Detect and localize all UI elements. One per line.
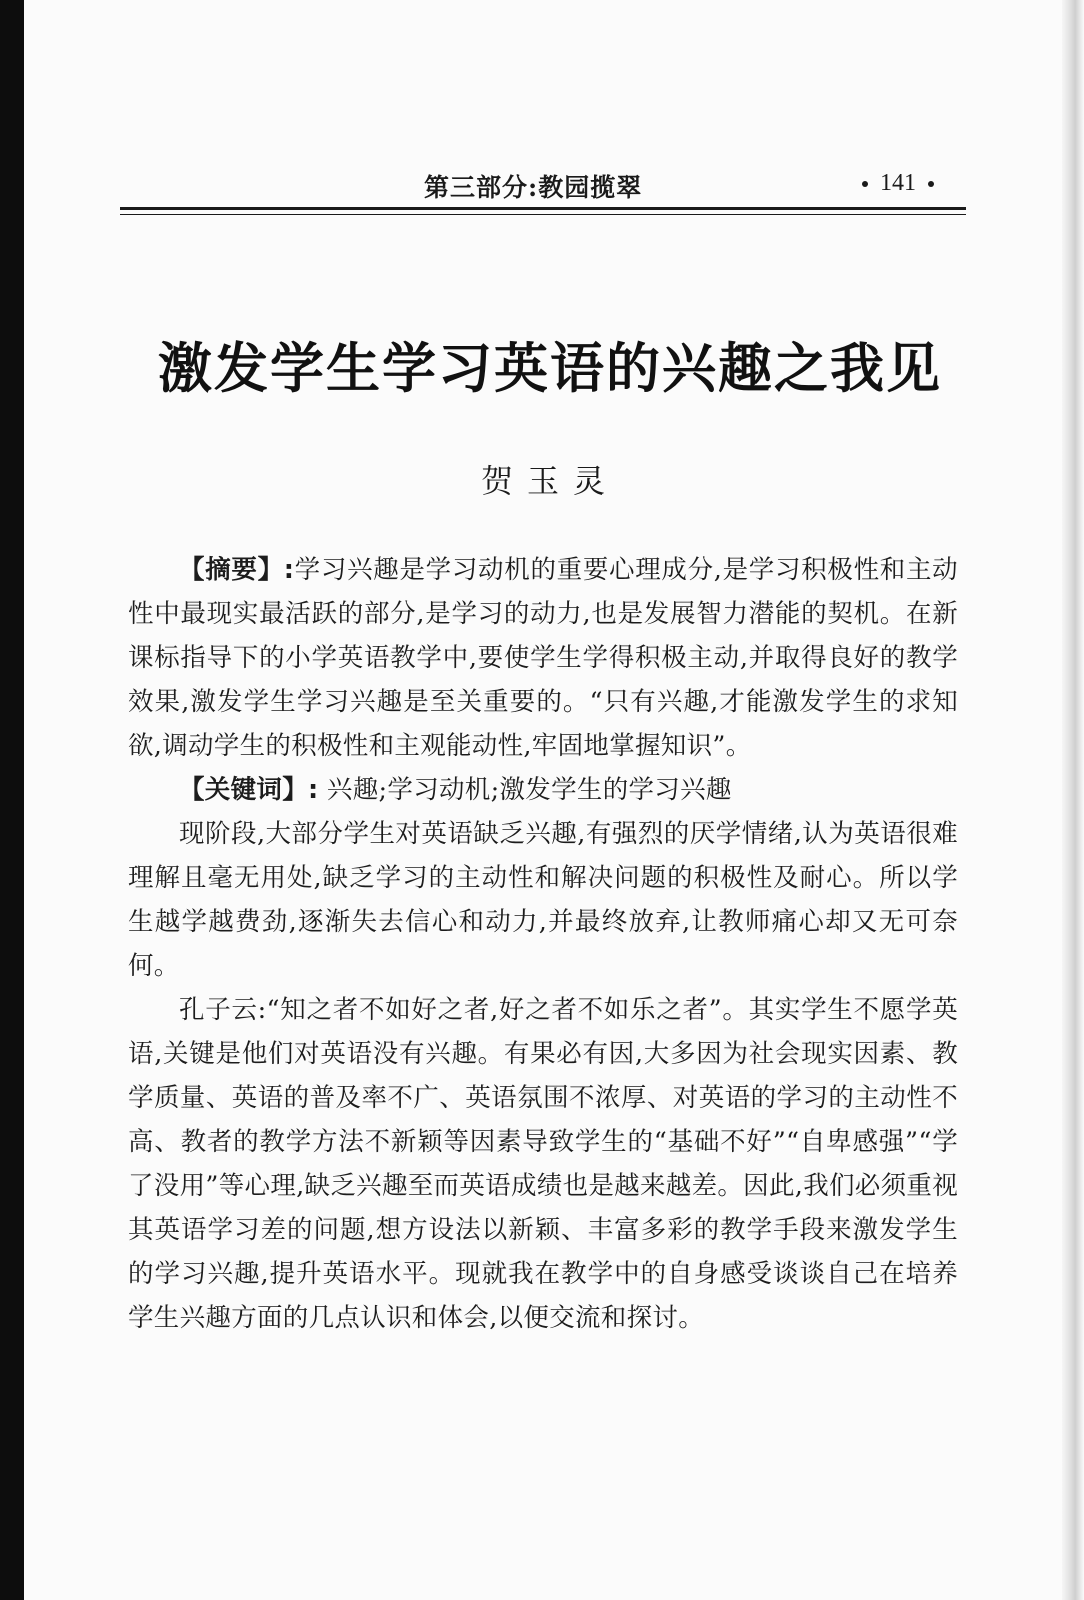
- article-body: [128, 548, 958, 1340]
- page-number: 141: [880, 170, 916, 196]
- abstract-paragraph: [128, 548, 958, 768]
- keywords-label: 【关键词】:: [179, 775, 319, 805]
- header-rule-thick: [120, 207, 966, 210]
- scan-border-left: [0, 0, 24, 1600]
- section-title: 第三部分:教园揽翠: [424, 173, 643, 202]
- bullet-dot-icon: [928, 181, 934, 187]
- keywords-text: 兴趣;学习动机;激发学生的学习兴趣: [318, 775, 732, 805]
- keywords-paragraph: [128, 768, 958, 812]
- abstract-label: 【摘要】:: [179, 555, 295, 585]
- body-paragraph: 现阶段,大部分学生对英语缺乏兴趣,有强烈的厌学情绪,认为英语很难理解且毫无用处,缺乏学习的主动性和解决问题的积极性及耐心。所以学生越学越费劲,逐渐失去信心和动力,并最终放弃,让教师痛心却又无可奈何。: [128, 819, 958, 981]
- abstract-text: 学习兴趣是学习动机的重要心理成分,是学习积极性和主动性中最现实最活跃的部分,是学习的动力,也是发展智力潜能的契机。在新课标指导下的小学英语教学中,要使学生学得积极主动,并取得良好的教学效果,激发学生学习兴趣是至关重要的。“只有兴趣,才能激发学生的求知欲,调动学生的积极性和主观能动性,牢固地掌握知识”。: [128, 555, 958, 761]
- header-rule-thin: [120, 214, 966, 215]
- running-header: [120, 168, 968, 208]
- article-title: 激发学生学习英语的兴趣之我见: [158, 336, 942, 400]
- bullet-dot-icon: [862, 181, 868, 187]
- author-name: 贺玉灵: [480, 462, 619, 500]
- body-paragraph: 孔子云:“知之者不如好之者,好之者不如乐之者”。其实学生不愿学英语,关键是他们对英语没有兴趣。有果必有因,大多因为社会现实因素、教学质量、英语的普及率不广、英语氛围不浓厚、对英语的学习的主动性不高、教者的教学方法不新颖等因素导致学生的“基础不好”“自卑感强”“学了没用”等心理,缺乏兴趣至而英语成绩也是越来越差。因此,我们必须重视其英语学习差的问题,想方设法以新颖、丰富多彩的教学手段来激发学生的学习兴趣,提升英语水平。现就我在教学中的自身感受谈谈自己在培养学生兴趣方面的几点认识和体会,以便交流和探讨。: [128, 995, 958, 1333]
- page-number-group: [850, 170, 946, 197]
- scan-border-right: [1062, 0, 1084, 1600]
